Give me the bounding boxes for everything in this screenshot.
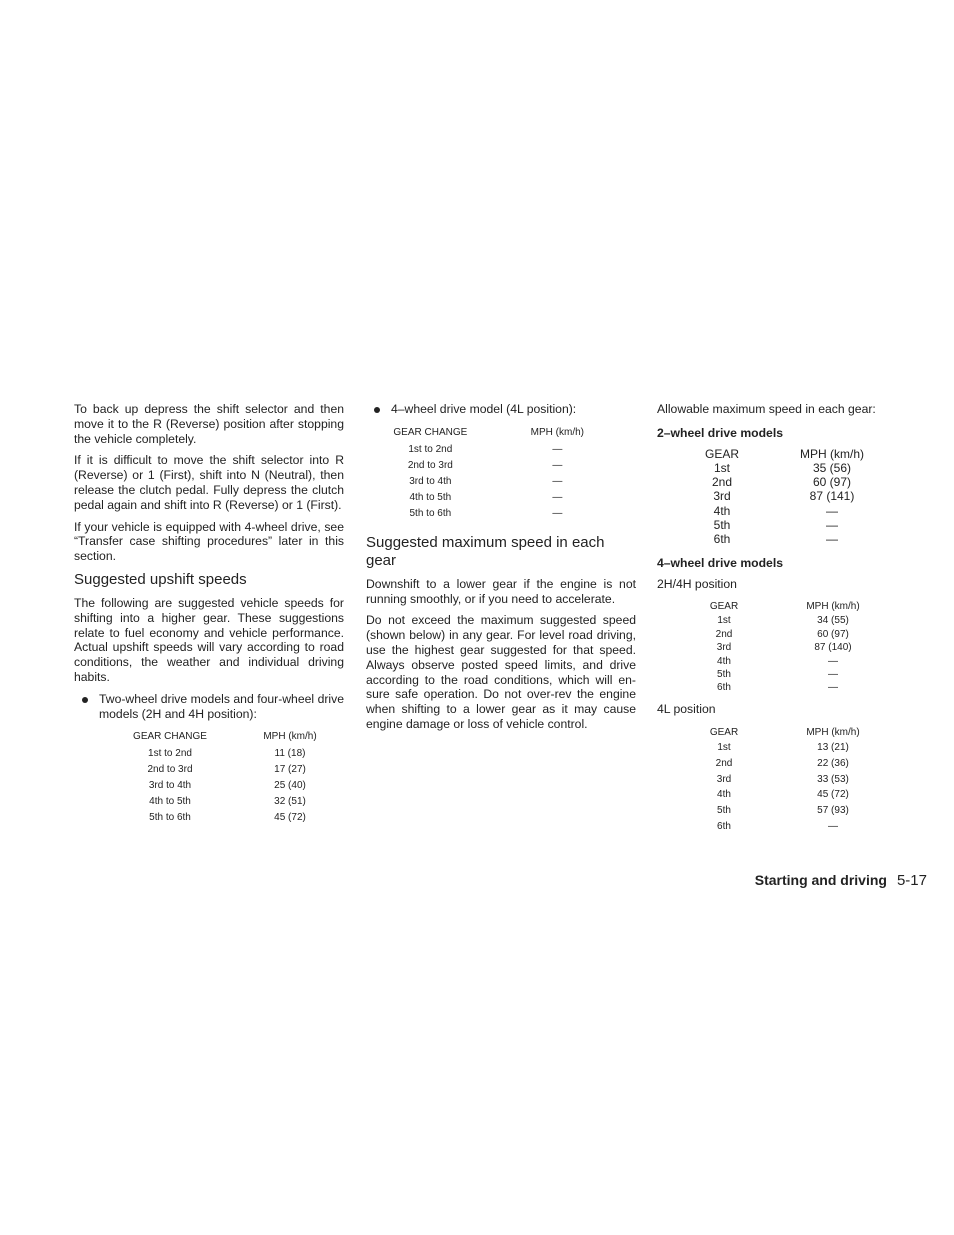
bullet-text: 4–wheel drive model (4L position): xyxy=(391,402,577,416)
table-row xyxy=(382,506,636,522)
header-gear: GEAR xyxy=(704,446,739,461)
bullet-2wd-4wd xyxy=(74,692,344,722)
table-row xyxy=(670,681,888,694)
cell-gear: 2nd xyxy=(715,628,733,640)
cell-speed: — xyxy=(552,507,563,519)
table-row xyxy=(100,762,340,778)
cell-gear: 5th xyxy=(713,517,731,532)
table-row xyxy=(670,668,888,681)
cell-gear: 2nd to 3rd xyxy=(407,459,453,471)
cell-gear: 1st to 2nd xyxy=(148,748,192,760)
table-row xyxy=(667,532,887,546)
cell-gear: 6th xyxy=(717,821,731,833)
table-row xyxy=(670,614,888,627)
cell-gear: 1st xyxy=(717,742,731,754)
max-speed-table-2wd xyxy=(667,447,887,546)
max-speed-table-2h4h xyxy=(670,600,888,695)
cell-speed: — xyxy=(826,532,838,547)
paragraph-upshift-intro: The following are suggested vehicle speeds for shifting into a higher gear. These suggestions relate to fuel economy and vehicle performance. Actual upshift speeds will vary according to road conditions, the weather and individual driving habits. xyxy=(74,595,344,684)
cell-speed: 45 (72) xyxy=(817,789,849,801)
table-row xyxy=(670,772,888,788)
bullet-dot-icon xyxy=(82,697,88,703)
cell-speed: — xyxy=(828,669,838,681)
cell-speed: 87 (141) xyxy=(809,489,855,504)
table-row xyxy=(670,628,888,641)
cell-speed: — xyxy=(552,459,563,471)
header-mph: MPH (km/h) xyxy=(806,601,860,613)
position-4l-label: 4L position xyxy=(657,701,716,716)
heading-4wd-models: 4–wheel drive models xyxy=(657,556,783,571)
cell-speed: 34 (55) xyxy=(817,615,849,627)
table-row xyxy=(667,475,887,489)
cell-speed: 32 (51) xyxy=(274,796,306,808)
allowable-speed-lead: Allowable maximum speed in each gear: xyxy=(657,402,876,416)
table-row xyxy=(382,490,636,506)
position-2h4h-label: 2H/4H position xyxy=(657,577,737,592)
cell-speed: — xyxy=(826,503,838,518)
cell-gear: 3rd xyxy=(716,773,732,785)
table-row xyxy=(667,489,887,503)
page-footer xyxy=(640,872,927,889)
header-mph: MPH (km/h) xyxy=(806,726,860,738)
cell-gear: 5th xyxy=(717,669,731,681)
table-row xyxy=(382,442,636,458)
paragraph-4wd-reference: If your vehicle is equipped with 4-wheel drive, see “Transfer case shifting procedures” later in this section. xyxy=(74,519,344,564)
header-gear: GEAR xyxy=(709,601,739,613)
table-row xyxy=(670,740,888,756)
cell-speed: 60 (97) xyxy=(812,475,852,490)
cell-speed: — xyxy=(826,517,838,532)
cell-speed: — xyxy=(828,655,838,667)
header-gear-change: GEAR CHANGE xyxy=(133,731,207,743)
page-number: 5-17 xyxy=(896,872,927,889)
cell-gear: 2nd xyxy=(715,757,733,769)
bullet-text: Two-wheel drive models and four-wheel drive models (2H and 4H position): xyxy=(99,691,344,721)
table-row xyxy=(670,641,888,654)
heading-upshift-speeds: Suggested upshift speeds xyxy=(74,570,247,588)
cell-speed: 11 (18) xyxy=(274,748,306,760)
cell-gear: 1st xyxy=(713,461,730,475)
cell-gear: 4th xyxy=(717,655,731,667)
cell-gear: 4th xyxy=(713,503,731,518)
cell-speed: 17 (27) xyxy=(274,764,306,776)
cell-speed: — xyxy=(552,475,563,487)
cell-gear: 2nd xyxy=(711,475,733,490)
max-speed-table-4l xyxy=(670,726,888,835)
header-gear: GEAR xyxy=(709,726,739,738)
cell-speed: 33 (53) xyxy=(817,773,849,785)
table-row xyxy=(100,810,340,826)
upshift-table-2h4h xyxy=(100,729,340,826)
cell-gear: 4th to 5th xyxy=(409,491,452,503)
table-row xyxy=(667,504,887,518)
table-header-row xyxy=(670,600,888,614)
cell-gear: 5th to 6th xyxy=(409,507,452,519)
bullet-dot-icon xyxy=(374,407,380,413)
cell-gear: 4th xyxy=(717,789,731,801)
heading-2wd-models: 2–wheel drive models xyxy=(657,425,783,440)
cell-speed: 57 (93) xyxy=(817,805,849,817)
cell-speed: — xyxy=(552,491,563,503)
header-mph: MPH (km/h) xyxy=(530,426,585,438)
cell-gear: 3rd xyxy=(716,642,732,654)
table-row xyxy=(670,756,888,772)
table-row xyxy=(100,778,340,794)
table-row xyxy=(670,819,888,835)
cell-gear: 6th xyxy=(717,682,731,694)
cell-speed: 87 (140) xyxy=(814,642,852,654)
cell-gear: 1st to 2nd xyxy=(408,443,453,455)
cell-speed: — xyxy=(828,821,838,833)
table-header-row xyxy=(100,729,340,746)
paragraph-downshift: Downshift to a lower gear if the engine is not running smoothly, or if you need to accelerate. xyxy=(366,576,636,606)
cell-speed: 45 (72) xyxy=(274,812,306,824)
column-left xyxy=(74,402,344,826)
heading-max-speed: Suggested maximum speed in each gear xyxy=(366,533,605,569)
cell-speed: 25 (40) xyxy=(274,780,306,792)
table-row xyxy=(382,474,636,490)
cell-gear: 4th to 5th xyxy=(149,796,191,808)
cell-gear: 3rd to 4th xyxy=(148,780,192,792)
column-right xyxy=(657,402,897,835)
column-middle xyxy=(366,402,636,739)
table-row xyxy=(670,787,888,803)
cell-speed: 60 (97) xyxy=(817,628,849,640)
bullet-4wd-4l xyxy=(366,402,636,417)
cell-gear: 2nd to 3rd xyxy=(147,764,193,776)
header-mph: MPH (km/h) xyxy=(800,446,864,461)
cell-gear: 5th xyxy=(717,805,731,817)
upshift-table-4l xyxy=(382,425,636,522)
cell-gear: 6th xyxy=(713,532,731,547)
header-gear-change: GEAR CHANGE xyxy=(393,426,468,438)
cell-gear: 5th to 6th xyxy=(149,812,191,824)
header-mph: MPH (km/h) xyxy=(263,731,317,743)
paragraph-do-not-exceed: Do not exceed the maximum suggested speed (shown below) in any gear. For level road driving, use the highest gear suggested for that speed. Always observe posted speed limits, and drive according to the road conditions, which will en- sure safe operation. Do not over-rev the engine when shifting to a lower gear as it may cause engine damage or loss of vehicle control. xyxy=(366,613,636,731)
table-row xyxy=(667,461,887,475)
table-row xyxy=(100,746,340,762)
table-row xyxy=(100,794,340,810)
cell-gear: 1st xyxy=(717,615,731,627)
cell-gear: 3rd xyxy=(713,489,731,504)
paragraph-difficult-shift: If it is difficult to move the shift selector into R (Reverse) or 1 (First), shift into N (Neutral), then release the clutch pedal. Fully depress the clutch pedal again and shift into R (Reverse) or 1 (First). xyxy=(74,453,344,512)
table-header-row xyxy=(670,726,888,740)
cell-speed: 13 (21) xyxy=(817,742,849,754)
table-row xyxy=(670,803,888,819)
cell-gear: 3rd to 4th xyxy=(409,475,452,487)
paragraph-back-up: To back up depress the shift selector and then move it to the R (Reverse) position after stopping the vehicle completely. xyxy=(74,402,344,446)
table-header-row xyxy=(667,447,887,461)
cell-speed: — xyxy=(552,443,563,455)
table-header-row xyxy=(382,425,636,442)
footer-section-title: Starting and driving xyxy=(754,872,887,888)
cell-speed: 22 (36) xyxy=(817,757,849,769)
table-row xyxy=(670,655,888,668)
table-row xyxy=(382,458,636,474)
table-row xyxy=(667,518,887,532)
cell-speed: — xyxy=(828,682,838,694)
cell-speed: 35 (56) xyxy=(812,461,852,475)
